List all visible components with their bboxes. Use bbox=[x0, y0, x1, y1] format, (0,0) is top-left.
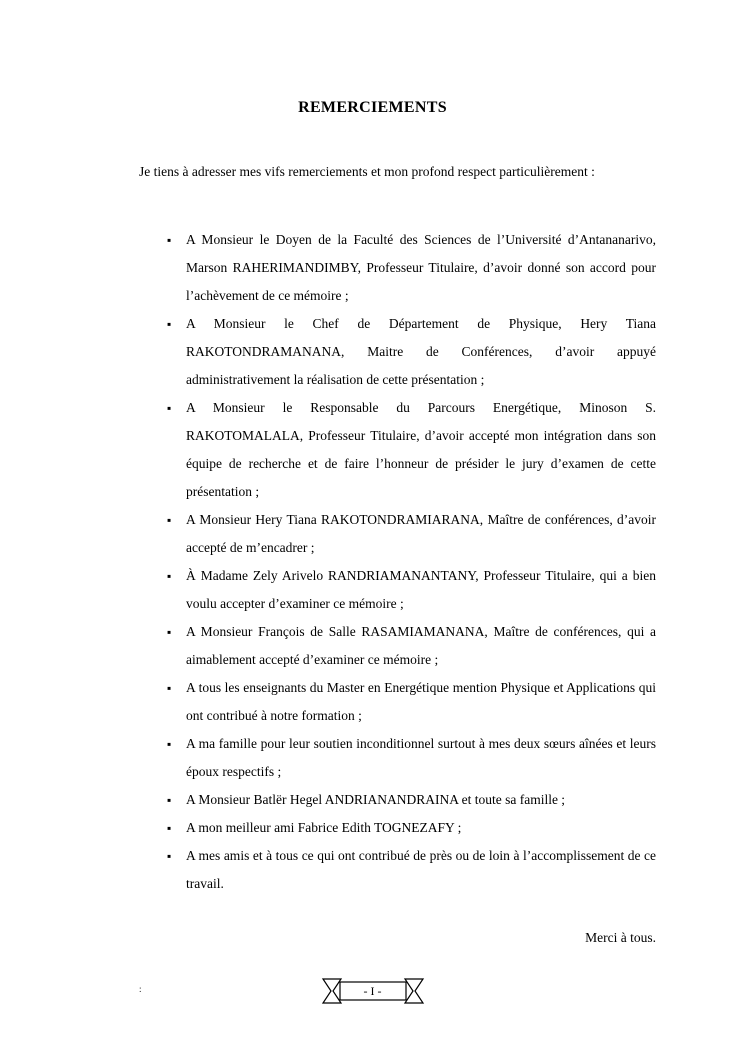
list-item: ▪ A Monsieur François de Salle RASAMIAMANANA, Maître de conférences, qui a aimablement accepté d’examiner ce mémoire ; bbox=[139, 618, 656, 674]
list-item: ▪ A tous les enseignants du Master en Energétique mention Physique et Applications qui ont contribué à notre formation ; bbox=[139, 674, 656, 730]
list-item: ▪ A Monsieur Hery Tiana RAKOTONDRAMIARANA, Maître de conférences, d’avoir accepté de m’encadrer ; bbox=[139, 506, 656, 562]
intro-paragraph: Je tiens à adresser mes vifs remerciements et mon profond respect particulièrement : bbox=[139, 163, 595, 179]
ribbon-banner-icon bbox=[321, 975, 425, 1007]
list-item: ▪ A Monsieur le Doyen de la Faculté des Sciences de l’Université d’Antananarivo, Marson RAHERIMANDIMBY, Professeur Titulaire, d’avoir donné son accord pour l’achèvement de ce mémoire ; bbox=[139, 226, 656, 310]
list-item: ▪ A Monsieur le Chef de Département de Physique, Hery Tiana RAKOTONDRAMANANA, Maitre de Conférences, d’avoir appuyé administrativement la réalisation de cette présentation ; bbox=[139, 310, 656, 394]
list-item: ▪ A Monsieur le Responsable du Parcours Energétique, Minoson S. RAKOTOMALALA, Professeur Titulaire, d’avoir accepté mon intégration dans son équipe de recherche et de faire l’honneur de présider le jury d’examen de cette présentation ; bbox=[139, 394, 656, 506]
list-item: ▪ A Monsieur Batlër Hegel ANDRIANANDRAINA et toute sa famille ; bbox=[139, 786, 656, 814]
list-item: ▪ A ma famille pour leur soutien inconditionnel surtout à mes deux sœurs aînées et leurs époux respectifs ; bbox=[139, 730, 656, 786]
list-item: ▪ A mon meilleur ami Fabrice Edith TOGNEZAFY ; bbox=[139, 814, 656, 842]
page-number: - I - bbox=[363, 983, 382, 998]
page-title: REMERCIEMENTS bbox=[298, 98, 447, 116]
page-footer bbox=[0, 975, 745, 1007]
closing-line: Merci à tous. bbox=[585, 930, 656, 945]
acknowledgement-list bbox=[139, 226, 656, 898]
list-item: ▪ A mes amis et à tous ce qui ont contribué de près ou de loin à l’accomplissement de ce travail. bbox=[139, 842, 656, 898]
footer-mark: : bbox=[139, 984, 142, 994]
list-item: ▪ À Madame Zely Arivelo RANDRIAMANANTANY, Professeur Titulaire, qui a bien voulu accepter d’examiner ce mémoire ; bbox=[139, 562, 656, 618]
